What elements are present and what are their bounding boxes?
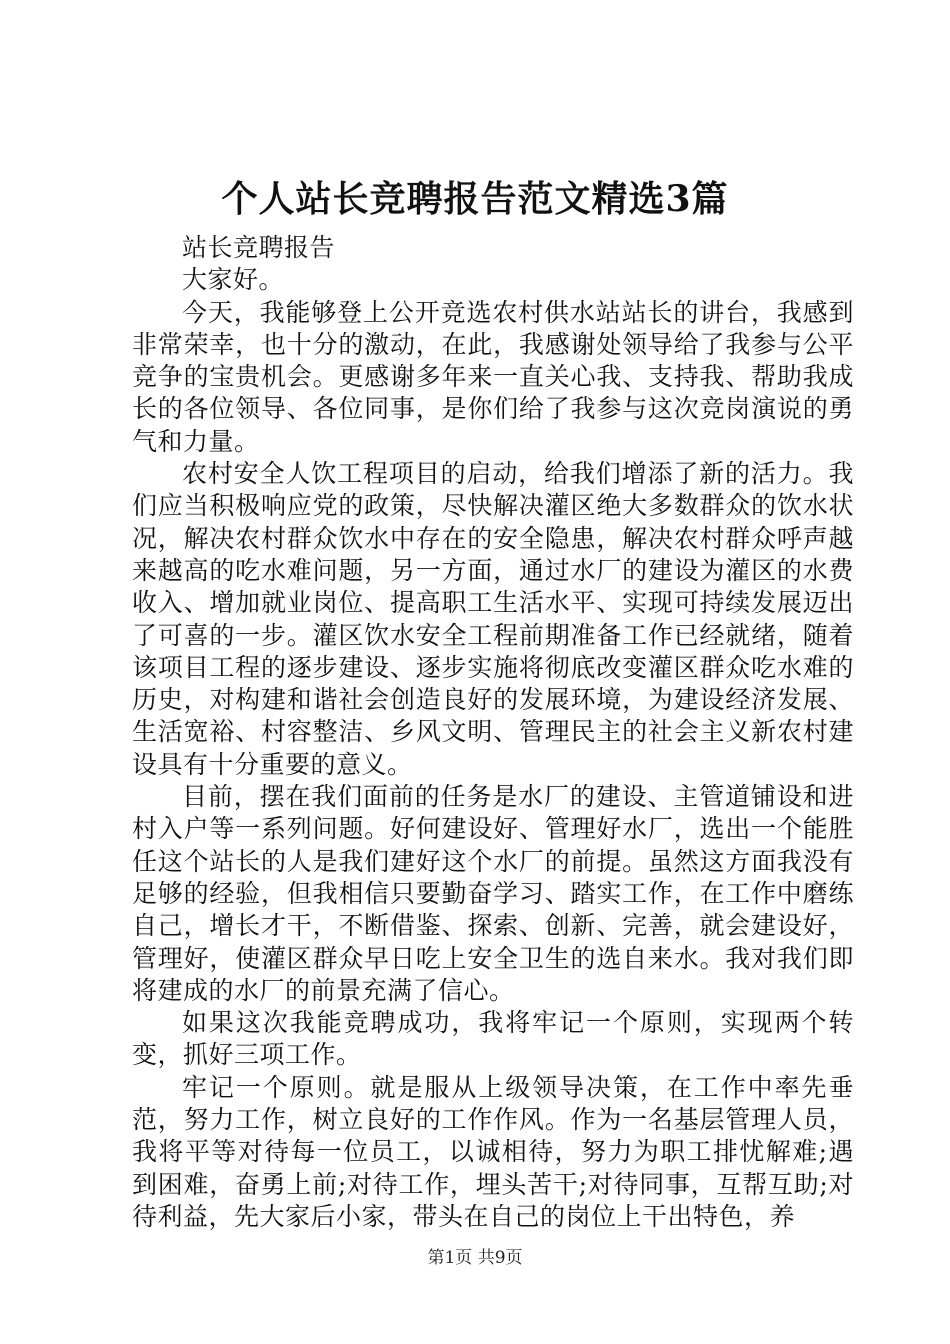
- paragraph: 如果这次我能竞聘成功，我将牢记一个原则，实现两个转变，抓好三项工作。: [132, 1008, 854, 1070]
- paragraph-subtitle: 站长竞聘报告: [182, 233, 336, 262]
- paragraph: 牢记一个原则。就是服从上级领导决策，在工作中率先垂范，努力工作，树立良好的工作作风。作为一名基层管理人员，我将平等对待每一位员工，以诚相待，努力为职工排忧解难;遇到困难，奋勇上前;对待工作，埋头苦干;对待同事，互帮互助;对待利益，先大家后小家，带头在自己的岗位上干出特色，养: [132, 1072, 854, 1231]
- document-title: 个人站长竞聘报告范文精选3篇: [221, 178, 729, 220]
- paragraph-greeting: 大家好。: [182, 265, 285, 295]
- paragraph: 农村安全人饮工程项目的启动，给我们增添了新的活力。我们应当积极响应党的政策，尽快解决灌区绝大多数群众的饮水状况，解决农村群众饮水中存在的安全隐患，解决农村群众呼声越来越高的吃水难问题，另一方面，通过水厂的建设为灌区的水费收入、增加就业岗位、提高职工生活水平、实现可持续发展迈出了可喜的一步。灌区饮水安全工程前期准备工作已经就绪，随着该项目工程的逐步建设、逐步实施将彻底改变灌区群众吃水难的历史，对构建和谐社会创造良好的发展环境，为建设经济发展、生活宽裕、村容整洁、乡风文明、管理民主的社会主义新农村建设具有十分重要的意义。: [132, 459, 854, 779]
- paragraph: 目前，摆在我们面前的任务是水厂的建设、主管道铺设和进村入户等一系列问题。好何建设好、管理好水厂，选出一个能胜任这个站长的人是我们建好这个水厂的前提。虽然这方面我没有足够的经验，但我相信只要勤奋学习、踏实工作，在工作中磨练自己，增长才干，不断借鉴、探索、创新、完善，就会建设好，管理好，使灌区群众早日吃上安全卫生的选自来水。我对我们即将建成的水厂的前景充满了信心。: [132, 782, 854, 1005]
- page-number-footer: 第1页 共9页: [427, 1248, 523, 1268]
- paragraph: 今天，我能够登上公开竞选农村供水站站长的讲台，我感到非常荣幸，也十分的激动，在此，我感谢处领导给了我参与公平竞争的宝贵机会。更感谢多年来一直关心我、支持我、帮助我成长的各位领导、各位同事，是你们给了我参与这次竞岗演说的勇气和力量。: [132, 297, 854, 456]
- document-body: [132, 232, 854, 1233]
